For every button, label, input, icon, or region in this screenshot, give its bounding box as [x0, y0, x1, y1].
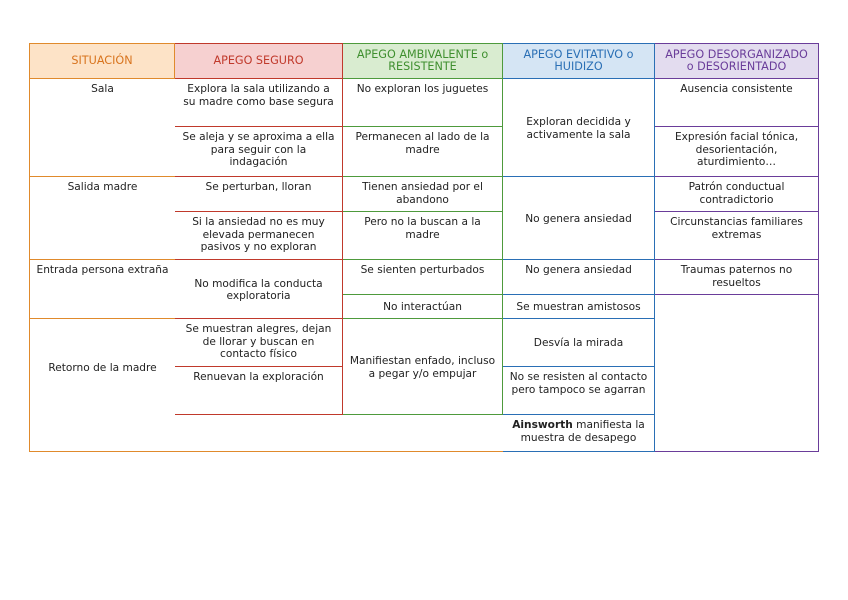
header-situacion: SITUACIÓN: [29, 43, 175, 79]
desorganizado-salida-2: Circunstancias familiares extremas: [655, 212, 819, 260]
ambivalente-salida-2: Pero no la buscan a la madre: [343, 212, 503, 260]
ambivalente-retorno: Manifiestan enfado, incluso a pegar y/o empujar: [343, 319, 503, 415]
ambivalente-sala-2: Permanecen al lado de la madre: [343, 127, 503, 177]
seguro-retorno-2: Renuevan la exploración: [175, 367, 343, 415]
ambivalente-salida-1: Tienen ansiedad por el abandono: [343, 177, 503, 212]
evitativo-nota-autor: Ainsworth: [512, 419, 573, 431]
desorganizado-entrada: Traumas paternos no resueltos: [655, 260, 819, 295]
seguro-sala-2: Se aleja y se aproxima a ella para seguir con la indagación: [175, 127, 343, 177]
ambivalente-entrada-1: Se sienten perturbados: [343, 260, 503, 295]
evitativo-retorno-1: Desvía la mirada: [503, 319, 655, 367]
header-apego-ambivalente: APEGO AMBIVALENTE o RESISTENTE: [343, 43, 503, 79]
desorganizado-sala-2: Expresión facial tónica, desorientación, aturdimiento…: [655, 127, 819, 177]
evitativo-entrada-1: No genera ansiedad: [503, 260, 655, 295]
seguro-sala-1: Explora la sala utilizando a su madre como base segura: [175, 79, 343, 127]
attachment-table: [29, 43, 819, 453]
situation-entrada-extrana: Entrada persona extraña: [29, 260, 175, 319]
situation-retorno-madre: Retorno de la madre: [29, 319, 175, 415]
seguro-salida-2: Si la ansiedad no es muy elevada permanecen pasivos y no exploran: [175, 212, 343, 260]
desorganizado-salida-1: Patrón conductual contradictorio: [655, 177, 819, 212]
seguro-salida-1: Se perturban, lloran: [175, 177, 343, 212]
evitativo-retorno-2: No se resisten al contacto pero tampoco se agarran: [503, 367, 655, 415]
ambivalente-sala-1: No exploran los juguetes: [343, 79, 503, 127]
empty-bottom-row: [29, 415, 503, 452]
header-apego-evitativo: APEGO EVITATIVO o HUIDIZO: [503, 43, 655, 79]
desorganizado-empty: [655, 295, 819, 452]
evitativo-salida: No genera ansiedad: [503, 177, 655, 260]
evitativo-nota-texto: manifiesta la muestra de desapego: [520, 419, 645, 444]
header-apego-desorganizado: APEGO DESORGANIZADO o DESORIENTADO: [655, 43, 819, 79]
ambivalente-entrada-2: No interactúan: [343, 295, 503, 319]
evitativo-entrada-2: Se muestran amistosos: [503, 295, 655, 319]
evitativo-nota: [503, 415, 655, 452]
situation-sala: Sala: [29, 79, 175, 177]
seguro-entrada: No modifica la conducta exploratoria: [175, 260, 343, 319]
header-apego-seguro: APEGO SEGURO: [175, 43, 343, 79]
desorganizado-sala-1: Ausencia consistente: [655, 79, 819, 127]
situation-salida-madre: Salida madre: [29, 177, 175, 260]
evitativo-sala: Exploran decidida y activamente la sala: [503, 79, 655, 177]
seguro-retorno-1: Se muestran alegres, dejan de llorar y buscan en contacto físico: [175, 319, 343, 367]
